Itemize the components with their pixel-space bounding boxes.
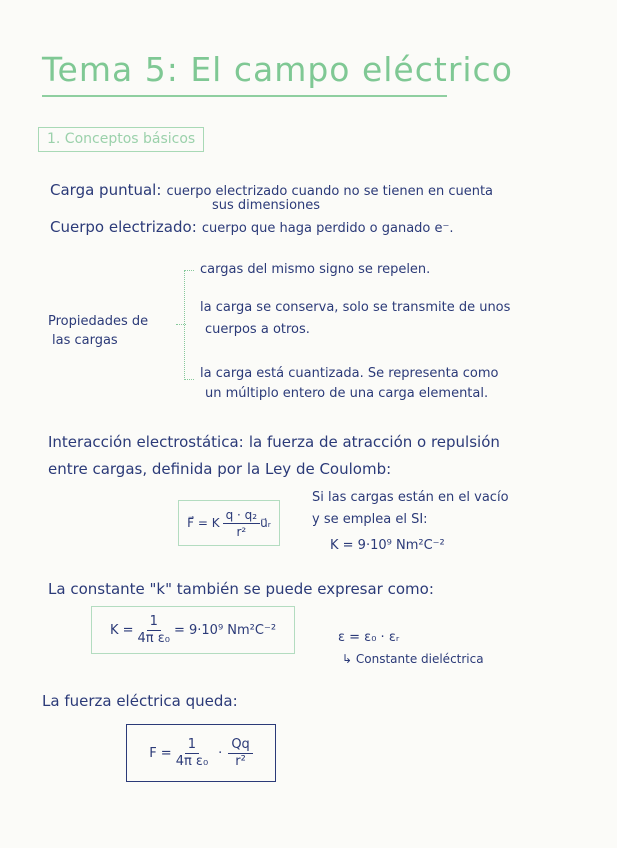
constant-lhs: K = — [109, 622, 134, 638]
force-lhs: F = — [149, 745, 172, 761]
definition-cuerpo-electrizado — [50, 217, 454, 236]
definition-text: cuerpo electrizado cuando no se tienen en cuenta — [166, 184, 494, 199]
definition-term: Cuerpo electrizado: — [50, 218, 197, 236]
constant-numerator: 1 — [147, 614, 161, 631]
vacuum-note-continued: y se emplea el SI: — [312, 512, 428, 527]
constant-intro: La constante "k" también se puede expresar como: — [48, 580, 434, 598]
properties-label: Propiedades de — [48, 314, 149, 329]
definition-term: Carga puntual: — [50, 181, 162, 199]
brace-tick — [184, 270, 194, 271]
dielectric-constant-note: ↳ Constante dieléctrica — [342, 652, 484, 666]
constant-formula — [91, 606, 295, 654]
constant-fraction — [138, 614, 170, 647]
coulomb-formula — [178, 500, 280, 546]
permittivity-relation: ε = ε₀ · εᵣ — [338, 630, 400, 645]
property-item-continued: un múltiplo entero de una carga elemental. — [205, 386, 489, 401]
formula-denominator: r² — [236, 524, 247, 539]
section-heading: 1. Conceptos básicos — [38, 127, 204, 152]
interaction-text: la fuerza de atracción o repulsión — [248, 433, 500, 451]
brace-tick — [176, 324, 186, 325]
constant-denominator: 4π ε₀ — [137, 630, 170, 646]
interaction-text-continued: entre cargas, definida por la Ley de Coulomb: — [48, 460, 392, 478]
force-dot: · — [218, 745, 223, 761]
force-fraction-1 — [176, 737, 208, 770]
brace-tick — [184, 379, 194, 380]
property-item: la carga está cuantizada. Se representa como — [200, 366, 499, 381]
formula-lhs: F⃗ = K — [187, 516, 220, 530]
definition-text-continued: sus dimensiones — [212, 198, 321, 213]
constant-rhs: = 9·10⁹ Nm²C⁻² — [173, 622, 277, 638]
interaction-line — [48, 432, 500, 451]
force-formula — [126, 724, 276, 782]
force-numerator-2: Qq — [228, 737, 252, 754]
force-fraction-2 — [228, 737, 252, 770]
page-title: Tema 5: El campo eléctrico — [42, 50, 513, 89]
properties-label-continued: las cargas — [52, 333, 118, 348]
interaction-term: Interacción electrostática: — [48, 433, 244, 451]
force-intro: La fuerza eléctrica queda: — [42, 692, 238, 710]
properties-brace — [184, 270, 185, 380]
definition-carga-puntual — [50, 180, 493, 199]
definition-text: cuerpo que haga perdido o ganado e⁻. — [201, 221, 454, 236]
property-item: la carga se conserva, solo se transmite de unos — [200, 300, 511, 315]
force-numerator-1: 1 — [185, 737, 199, 754]
property-item: cargas del mismo signo se repelen. — [200, 262, 431, 277]
force-denominator-2: r² — [235, 753, 246, 769]
formula-fraction — [223, 507, 261, 540]
title-underline — [42, 95, 447, 97]
vacuum-note: Si las cargas están en el vacío — [312, 490, 509, 505]
property-item-continued: cuerpos a otros. — [205, 322, 310, 337]
formula-unit-vector: u⃗ᵣ — [260, 516, 271, 530]
force-denominator-1: 4π ε₀ — [175, 753, 209, 769]
coulomb-constant-value: K = 9·10⁹ Nm²C⁻² — [330, 538, 445, 553]
formula-numerator: q · q₂ — [223, 507, 261, 524]
